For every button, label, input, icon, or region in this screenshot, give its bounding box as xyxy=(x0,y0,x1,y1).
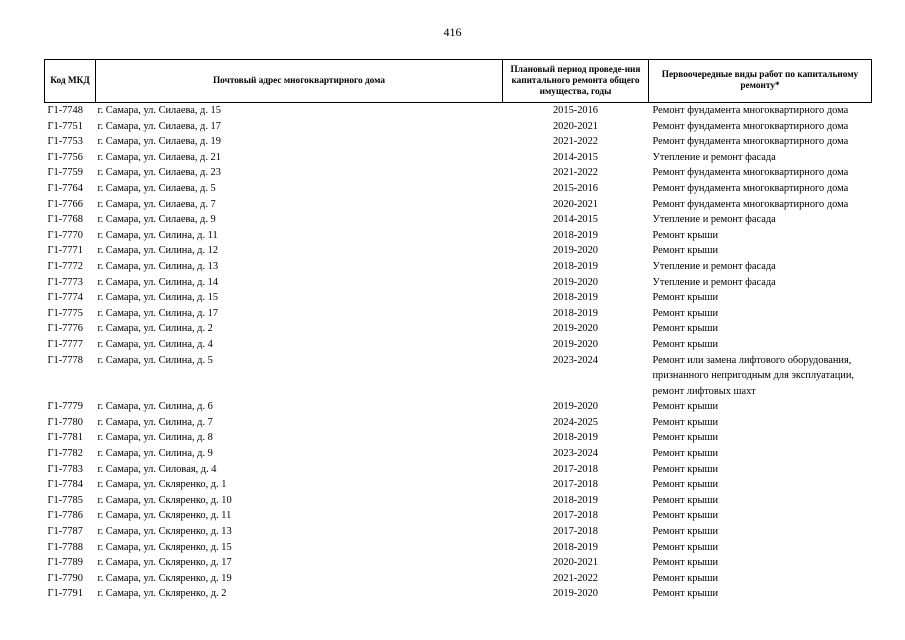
table-row xyxy=(45,243,872,259)
works-cell xyxy=(649,290,872,306)
mkd-code-cell: Г1-7788 xyxy=(47,541,83,553)
address-cell: г. Самара, ул. Силина, д. 17 xyxy=(97,307,219,319)
mkd-code-cell: Г1-7780 xyxy=(47,416,83,428)
period-cell: 2018-2019 xyxy=(552,260,599,272)
period-cell: 2018-2019 xyxy=(552,229,599,241)
column-header-works: Первоочередные виды работ по капитальному ремонту* xyxy=(649,60,872,103)
period-cell: 2021-2022 xyxy=(552,167,599,179)
works-cell xyxy=(649,524,872,540)
table-row xyxy=(45,524,872,540)
works-line: Ремонт крыши xyxy=(652,448,719,460)
address-cell: г. Самара, ул. Скляренко, д. 2 xyxy=(97,588,227,600)
address-cell: г. Самара, ул. Силина, д. 5 xyxy=(97,354,213,366)
works-cell xyxy=(649,150,872,166)
mkd-code-cell: Г1-7786 xyxy=(47,510,83,522)
mkd-code-cell: Г1-7756 xyxy=(47,151,83,163)
mkd-code-cell: Г1-7777 xyxy=(47,338,83,350)
mkd-code-cell: Г1-7778 xyxy=(47,354,83,366)
table-row xyxy=(45,212,872,228)
mkd-code-cell: Г1-7759 xyxy=(47,167,83,179)
period-cell: 2018-2019 xyxy=(552,432,599,444)
mkd-code-cell: Г1-7776 xyxy=(47,323,83,335)
address-cell: г. Самара, ул. Скляренко, д. 15 xyxy=(97,541,232,553)
address-cell: г. Самара, ул. Силаева, д. 19 xyxy=(97,136,221,148)
mkd-code-cell: Г1-7753 xyxy=(47,136,83,148)
works-line: Ремонт крыши xyxy=(652,323,719,335)
works-cell xyxy=(649,353,872,400)
column-header-address: Почтовый адрес многоквартирного дома xyxy=(96,60,503,103)
period-cell: 2019-2020 xyxy=(552,338,599,350)
works-cell xyxy=(649,555,872,571)
mkd-code-cell: Г1-7790 xyxy=(47,572,83,584)
works-line: Ремонт фундамента многоквартирного дома xyxy=(652,120,849,132)
period-cell: 2018-2019 xyxy=(552,541,599,553)
address-cell: г. Самара, ул. Скляренко, д. 1 xyxy=(97,479,227,491)
works-line: Ремонт фундамента многоквартирного дома xyxy=(652,198,849,210)
table-row xyxy=(45,415,872,431)
table-row xyxy=(45,119,872,135)
works-line: Ремонт фундамента многоквартирного дома xyxy=(652,182,849,194)
mkd-code-cell: Г1-7781 xyxy=(47,432,83,444)
period-cell: 2018-2019 xyxy=(552,494,599,506)
works-cell xyxy=(649,197,872,213)
table-row xyxy=(45,540,872,556)
address-cell: г. Самара, ул. Силаева, д. 9 xyxy=(97,214,216,226)
period-cell: 2014-2015 xyxy=(552,214,599,226)
mkd-code-cell: Г1-7782 xyxy=(47,448,83,460)
works-line: Ремонт крыши xyxy=(652,416,719,428)
works-cell xyxy=(649,571,872,587)
works-line: Ремонт крыши xyxy=(652,494,719,506)
mkd-code-cell: Г1-7775 xyxy=(47,307,83,319)
works-line: Утепление и ремонт фасада xyxy=(652,276,776,288)
table-row xyxy=(45,259,872,275)
works-line: Ремонт фундамента многоквартирного дома xyxy=(652,136,849,148)
address-cell: г. Самара, ул. Силовая, д. 4 xyxy=(97,463,217,475)
address-cell: г. Самара, ул. Силаева, д. 23 xyxy=(97,167,221,179)
works-cell xyxy=(649,415,872,431)
works-cell xyxy=(649,586,872,602)
address-cell: г. Самара, ул. Силина, д. 11 xyxy=(97,229,218,241)
table-row xyxy=(45,306,872,322)
works-cell xyxy=(649,493,872,509)
works-cell xyxy=(649,275,872,291)
mkd-code-cell: Г1-7791 xyxy=(47,588,83,600)
works-line: Ремонт крыши xyxy=(652,307,719,319)
period-cell: 2017-2018 xyxy=(552,526,599,538)
address-cell: г. Самара, ул. Силаева, д. 7 xyxy=(97,198,216,210)
mkd-code-cell: Г1-7789 xyxy=(47,557,83,569)
table-row xyxy=(45,508,872,524)
period-cell: 2017-2018 xyxy=(552,463,599,475)
period-cell: 2020-2021 xyxy=(552,198,599,210)
works-line: ремонт лифтовых шахт xyxy=(652,385,756,397)
period-cell: 2019-2020 xyxy=(552,245,599,257)
mkd-code-cell: Г1-7783 xyxy=(47,463,83,475)
table-row xyxy=(45,477,872,493)
table-row xyxy=(45,571,872,587)
mkd-code-cell: Г1-7764 xyxy=(47,182,83,194)
mkd-code-cell: Г1-7751 xyxy=(47,120,83,132)
table-row xyxy=(45,430,872,446)
address-cell: г. Самара, ул. Скляренко, д. 13 xyxy=(97,526,232,538)
works-cell xyxy=(649,477,872,493)
address-cell: г. Самара, ул. Силина, д. 13 xyxy=(97,260,219,272)
address-cell: г. Самара, ул. Скляренко, д. 11 xyxy=(97,510,232,522)
column-header-code: Код МКД xyxy=(45,60,96,103)
works-cell xyxy=(649,446,872,462)
address-cell: г. Самара, ул. Силина, д. 12 xyxy=(97,245,219,257)
period-cell: 2018-2019 xyxy=(552,292,599,304)
table-row xyxy=(45,399,872,415)
table-row xyxy=(45,321,872,337)
table-body xyxy=(45,103,872,603)
mkd-code-cell: Г1-7773 xyxy=(47,276,83,288)
works-line: Утепление и ремонт фасада xyxy=(652,260,776,272)
works-cell xyxy=(649,462,872,478)
table-row xyxy=(45,228,872,244)
works-line: Ремонт крыши xyxy=(652,526,719,538)
address-cell: г. Самара, ул. Скляренко, д. 10 xyxy=(97,494,232,506)
address-cell: г. Самара, ул. Силина, д. 7 xyxy=(97,416,213,428)
table-row xyxy=(45,134,872,150)
address-cell: г. Самара, ул. Силина, д. 2 xyxy=(97,323,213,335)
period-cell: 2023-2024 xyxy=(552,354,599,366)
works-line: Ремонт крыши xyxy=(652,510,719,522)
table-row xyxy=(45,353,872,400)
works-line: Ремонт крыши xyxy=(652,479,719,491)
works-cell xyxy=(649,508,872,524)
works-cell xyxy=(649,321,872,337)
mkd-code-cell: Г1-7774 xyxy=(47,292,83,304)
works-cell xyxy=(649,165,872,181)
address-cell: г. Самара, ул. Силаева, д. 5 xyxy=(97,182,216,194)
works-line: Ремонт крыши xyxy=(652,557,719,569)
works-line: Ремонт крыши xyxy=(652,588,719,600)
works-line: Ремонт крыши xyxy=(652,572,719,584)
works-cell xyxy=(649,243,872,259)
works-line: признанного непригодным для эксплуатации, xyxy=(652,370,855,382)
address-cell: г. Самара, ул. Силина, д. 4 xyxy=(97,338,213,350)
period-cell: 2020-2021 xyxy=(552,120,599,132)
mkd-code-cell: Г1-7766 xyxy=(47,198,83,210)
table-row xyxy=(45,290,872,306)
works-cell xyxy=(649,228,872,244)
period-cell: 2018-2019 xyxy=(552,307,599,319)
period-cell: 2023-2024 xyxy=(552,448,599,460)
address-cell: г. Самара, ул. Скляренко, д. 17 xyxy=(97,557,232,569)
works-line: Ремонт крыши xyxy=(652,338,719,350)
mkd-code-cell: Г1-7771 xyxy=(47,245,83,257)
works-line: Утепление и ремонт фасада xyxy=(652,151,776,163)
works-line: Ремонт крыши xyxy=(652,541,719,553)
period-cell: 2019-2020 xyxy=(552,323,599,335)
mkd-code-cell: Г1-7779 xyxy=(47,401,83,413)
table-row xyxy=(45,493,872,509)
period-cell: 2020-2021 xyxy=(552,557,599,569)
works-cell xyxy=(649,306,872,322)
works-cell xyxy=(649,337,872,353)
table-row xyxy=(45,275,872,291)
period-cell: 2021-2022 xyxy=(552,136,599,148)
works-line: Ремонт крыши xyxy=(652,401,719,413)
address-cell: г. Самара, ул. Скляренко, д. 19 xyxy=(97,572,232,584)
address-cell: г. Самара, ул. Силина, д. 8 xyxy=(97,432,213,444)
address-cell: г. Самара, ул. Силина, д. 15 xyxy=(97,292,219,304)
works-line: Ремонт или замена лифтового оборудования, xyxy=(652,354,852,366)
address-cell: г. Самара, ул. Силаева, д. 15 xyxy=(97,105,221,116)
works-line: Утепление и ремонт фасада xyxy=(652,214,776,226)
table-row xyxy=(45,446,872,462)
mkd-code-cell: Г1-7748 xyxy=(47,105,83,116)
period-cell: 2015-2016 xyxy=(552,105,599,116)
period-cell: 2021-2022 xyxy=(552,572,599,584)
works-cell xyxy=(649,181,872,197)
works-line: Ремонт крыши xyxy=(652,229,719,241)
address-cell: г. Самара, ул. Силина, д. 9 xyxy=(97,448,213,460)
works-line: Ремонт крыши xyxy=(652,432,719,444)
works-line: Ремонт фундамента многоквартирного дома xyxy=(652,167,849,179)
works-cell xyxy=(649,399,872,415)
table-row xyxy=(45,165,872,181)
works-cell xyxy=(649,103,872,119)
works-cell xyxy=(649,259,872,275)
works-cell xyxy=(649,212,872,228)
mkd-code-cell: Г1-7787 xyxy=(47,526,83,538)
period-cell: 2019-2020 xyxy=(552,401,599,413)
period-cell: 2019-2020 xyxy=(552,588,599,600)
period-cell: 2024-2025 xyxy=(552,416,599,428)
period-cell: 2014-2015 xyxy=(552,151,599,163)
page-number: 416 xyxy=(443,25,462,39)
period-cell: 2017-2018 xyxy=(552,479,599,491)
table-row xyxy=(45,103,872,119)
table-row xyxy=(45,555,872,571)
table-header xyxy=(45,60,872,103)
works-line: Ремонт крыши xyxy=(652,463,719,475)
mkd-code-cell: Г1-7772 xyxy=(47,260,83,272)
address-cell: г. Самара, ул. Силина, д. 14 xyxy=(97,276,219,288)
table-row xyxy=(45,462,872,478)
table-row xyxy=(45,337,872,353)
table-row xyxy=(45,181,872,197)
period-cell: 2019-2020 xyxy=(552,276,599,288)
works-line: Ремонт крыши xyxy=(652,245,719,257)
works-cell xyxy=(649,119,872,135)
works-cell xyxy=(649,134,872,150)
works-line: Ремонт крыши xyxy=(652,292,719,304)
table-row xyxy=(45,586,872,602)
mkd-code-cell: Г1-7770 xyxy=(47,229,83,241)
table-row xyxy=(45,150,872,166)
column-header-period: Плановый период проведе-ния капитального ремонта общего имущества, годы xyxy=(503,60,649,103)
works-cell xyxy=(649,540,872,556)
table-row xyxy=(45,197,872,213)
mkd-code-cell: Г1-7785 xyxy=(47,494,83,506)
mkd-code-cell: Г1-7768 xyxy=(47,214,83,226)
address-cell: г. Самара, ул. Силина, д. 6 xyxy=(97,401,213,413)
address-cell: г. Самара, ул. Силаева, д. 17 xyxy=(97,120,221,132)
mkd-code-cell: Г1-7784 xyxy=(47,479,83,491)
period-cell: 2017-2018 xyxy=(552,510,599,522)
works-line: Ремонт фундамента многоквартирного дома xyxy=(652,105,849,116)
period-cell: 2015-2016 xyxy=(552,182,599,194)
works-cell xyxy=(649,430,872,446)
address-cell: г. Самара, ул. Силаева, д. 21 xyxy=(97,151,221,163)
capital-repair-table xyxy=(44,59,872,602)
